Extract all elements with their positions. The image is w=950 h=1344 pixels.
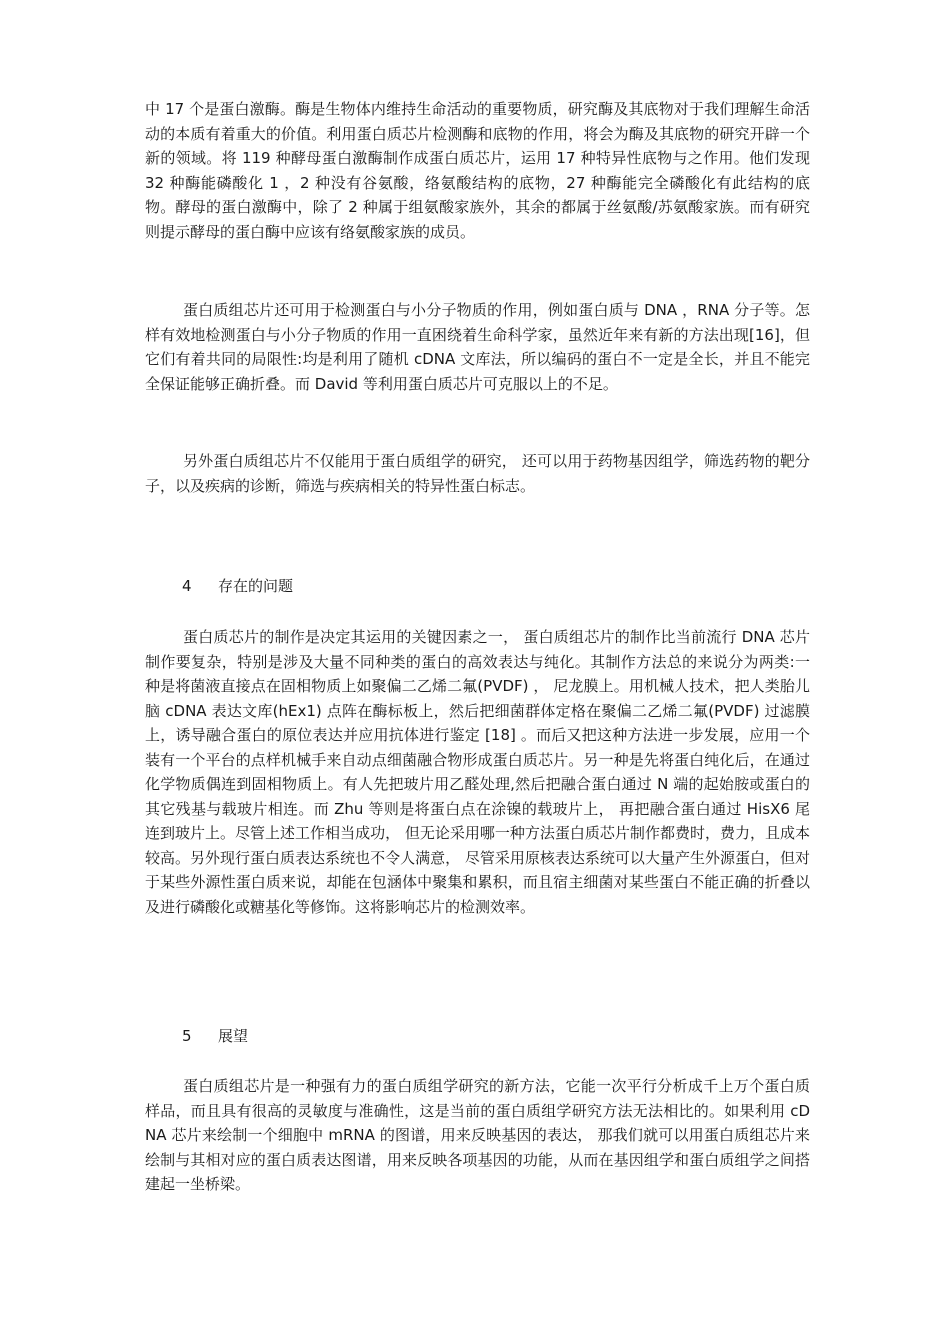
section-heading-outlook [182,1024,248,1048]
paragraph-outlook: 蛋白质组芯片是一种强有力的蛋白质组学研究的新方法，它能一次平行分析成千上万个蛋白质样品，而且具有很高的灵敏度与准确性，这是当前的蛋白质组学研究方法无法相比的。如果利用 cDNA 芯片来绘制一个细胞中 mRNA 的图谱，用来反映基因的表达， 那我们就可以用蛋白质组芯片来绘制与其相对应的蛋白质表达图谱，用来反映各项基因的功能，从而在基因组学和蛋白质组学之间搭建起一坐桥梁。 [145,1077,810,1193]
paragraph-kinase-chip: 中 17 个是蛋白激酶。酶是生物体内维持生命活动的重要物质，研究酶及其底物对于我们理解生命活动的本质有着重大的价值。利用蛋白质芯片检测酶和底物的作用，将会为酶及其底物的研究开辟一个新的领域。将 119 种酵母蛋白激酶制作成蛋白质芯片，运用 17 种特异性底物与之作用。他们发现 32 种酶能磷酸化 1 ，2 种没有谷氨酸，络氨酸结构的底物，27 种酶能完全磷酸化有此结构的底物。酵母的蛋白激酶中，除了 2 种属于组氨酸家族外，其余的都属于丝氨酸/苏氨酸家族。而有研究则提示酵母的蛋白酶中应该有络氨酸家族的成员。 [145,100,810,241]
section-heading-problems [182,574,293,598]
paragraph-small-molecule: 蛋白质组芯片还可用于检测蛋白与小分子物质的作用，例如蛋白质与 DNA ，RNA 分子等。怎样有效地检测蛋白与小分子物质的作用一直困绕着生命科学家，虽然近年来有新的方法出现[16]，但它们有着共同的局限性:均是利用了随机 cDNA 文库法，所以编码的蛋白不一定是全长，并且不能完全保证能够正确折叠。而 David 等利用蛋白质芯片可克服以上的不足。 [145,301,810,393]
section-title: 展望 [218,1027,249,1045]
section-number: 4 [182,577,192,595]
paragraph-drug-genomics: 另外蛋白质组芯片不仅能用于蛋白质组学的研究， 还可以用于药物基因组学，筛选药物的靶分子，以及疾病的诊断，筛选与疾病相关的特异性蛋白标志。 [145,452,810,495]
paragraph-chip-fabrication: 蛋白质芯片的制作是决定其运用的关键因素之一， 蛋白质组芯片的制作比当前流行 DNA 芯片制作要复杂，特别是涉及大量不同种类的蛋白的高效表达与纯化。其制作方法总的来说分为两类:一种是将菌液直接点在固相物质上如聚偏二乙烯二氟(PVDF) ， 尼龙膜上。用机械人技术，把人类胎儿脑 cDNA 表达文库(hEx1) 点阵在酶标板上，然后把细菌群体定格在聚偏二乙烯二氟(PVDF) 过滤膜上，诱导融合蛋白的原位表达并应用抗体进行鉴定 [18] 。而后又把这种方法进一步发展，应用一个装有一个平台的点样机械手来自动点细菌融合物形成蛋白质芯片。另一种是先将蛋白纯化后，在通过化学物质偶连到固相物质上。有人先把玻片用乙醛处理,然后把融合蛋白通过 N 端的起始胺或蛋白的其它残基与载玻片相连。而 Zhu 等则是将蛋白点在涂镍的载玻片上， 再把融合蛋白通过 HisX6 尾连到玻片上。尽管上述工作相当成功， 但无论采用哪一种方法蛋白质芯片制作都费时，费力，且成本较高。另外现行蛋白质表达系统也不令人满意， 尽管采用原核表达系统可以大量产生外源蛋白，但对于某些外源性蛋白质来说，却能在包涵体中聚集和累积，而且宿主细菌对某些蛋白不能正确的折叠以及进行磷酸化或糖基化等修饰。这将影响芯片的检测效率。 [145,628,810,916]
section-number: 5 [182,1027,192,1045]
section-title: 存在的问题 [218,577,294,595]
